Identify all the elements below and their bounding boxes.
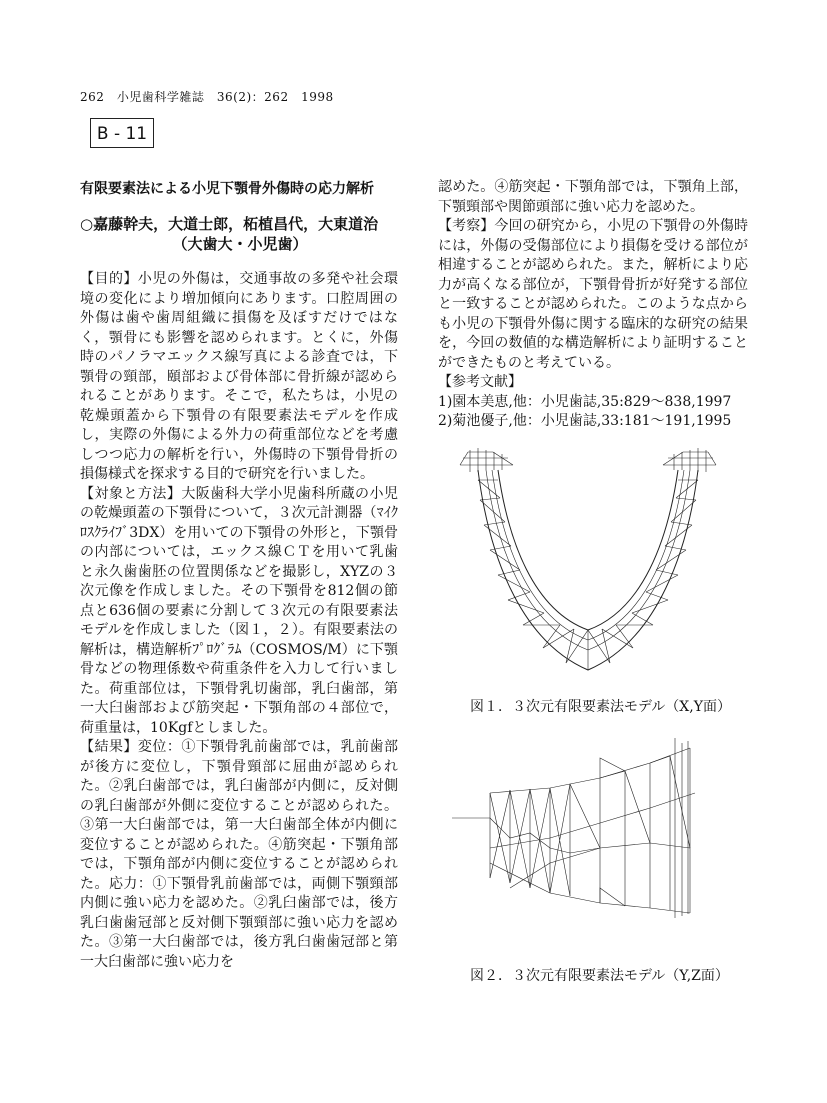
figure-2-caption: 図２．３次元有限要素法モデル（Y,Z面） [470,968,729,984]
article-title: 有限要素法による小児下顎骨外傷時の応力解析 [80,181,374,197]
author-block [80,214,400,254]
figure-1-caption: 図１．３次元有限要素法モデル（X,Y面） [470,699,731,715]
page-header: 262 小児歯科学雑誌 36(2)：262 1998 [80,90,334,104]
reference-item: 2)菊池優子,他：小児歯誌,33:181〜191,1995 [438,413,732,429]
author-names: ○嘉藤幹夫，大道士郎，柘植昌代，大東道治 [80,215,379,233]
results-continued-paragraph: 認めた。④筋突起・下顎角部では，下顎角上部，下顎頸部や関節頭部に強い応力を認めた。 [438,179,748,215]
figure-2-mesh-yz [450,738,720,938]
references-heading: 【参考文献】 [438,374,522,390]
methods-paragraph: 【対象と方法】大阪歯科大学小児歯科所蔵の小児の乾燥頭蓋の下顎骨について，３次元計測器（ﾏｲｸﾛｽｸﾗｲﾌﾞ3DX）を用いての下顎骨の外形と，下顎骨の内部については，エックス線ＣＴを用いて乳歯と永久歯歯胚の位置関係などを撮影し，XYZの３次元像を作成しました。その下顎骨を812個の節点と636個の要素に分割して３次元の有限要素法モデルを作成しました（図１，２）。有限要素法の解析は，構造解析ﾌﾟﾛｸﾞﾗﾑ（COSMOS/M）に下顎骨などの物理係数や荷重条件を入力して行いました。荷重部位は，下顎骨乳切歯部，乳臼歯部，第一大臼歯部および筋突起・下顎角部の４部位で，荷重量は，10Kgfとしました。 [80,485,398,736]
figure-1-mesh-xy [448,440,728,695]
author-affiliation: （大歯大・小児歯） [172,235,308,253]
purpose-paragraph: 【目的】小児の外傷は，交通事故の多発や社会環境の変化により増加傾向にあります。口腔周囲の外傷は歯や歯周組織に損傷を及ぼすだけではなく，顎骨にも影響を認められます。とくに，外傷時のパノラマエックス線写真による診査では，下顎骨の頸部，頤部および骨体部に骨折線が認められることがあります。そこで，私たちは，小児の乾燥頭蓋から下顎骨の有限要素法モデルを作成し，実際の外傷による外力の荷重部位などを考慮しつつ応力の解析を行い，外傷時の下顎骨骨折の損傷様式を探求する目的で研究を行いました。 [80,271,398,482]
discussion-paragraph: 【考察】今回の研究から，小児の下顎骨の外傷時には，外傷の受傷部位により損傷を受ける部位が相違することが認められた。また，解析により応力が高くなる部位が，下顎骨骨折が好発する部位と一致することが認められた。このような点からも小児の下顎骨外傷に関する臨床的な研究の結果を，今回の数値的な構造解析により証明することができたものと考えている。 [438,218,748,371]
abstract-id-tag: B - 11 [90,118,154,148]
results-paragraph: 【結果】変位：①下顎骨乳前歯部では，乳前歯部が後方に変位し，下顎骨頸部に屈曲が認められた。②乳臼歯部では，乳臼歯部が内側に，反対側の乳臼歯部が外側に変位することが認められた。③第一大臼歯部では，第一大臼歯部全体が内側に変位することが認められた。④筋突起・下顎角部では，下顎角部が内側に変位することが認められた。応力：①下顎骨乳前歯部では，両側下顎頸部内側に強い応力を認めた。②乳臼歯部では，後方乳臼歯歯冠部と反対側下顎頸部に強い応力を認めた。③第一大臼歯部では，後方乳臼歯歯冠部と第一大臼歯部に強い応力を [80,739,398,970]
reference-item: 1)園本美恵,他：小児歯誌,35:829〜838,1997 [438,393,732,410]
left-column [80,270,398,972]
right-column [438,178,748,432]
